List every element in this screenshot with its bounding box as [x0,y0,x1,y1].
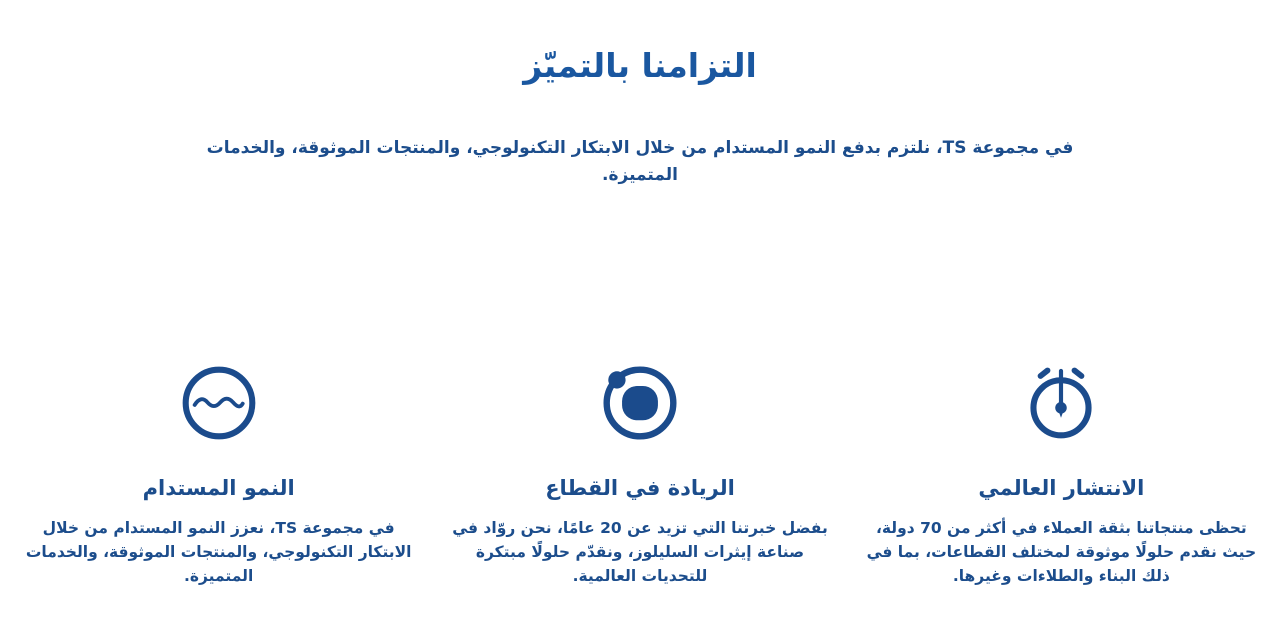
feature-description-global-reach: تحظى منتجاتنا بثقة العملاء في أكثر من 70 دولة، حيث نقدم حلولًا موثوقة لمختلف القطاعات، بما في ذلك البناء والطلاءات وغيرها. [866,518,1257,585]
feature-title-sustainable-growth: النمو المستدام [142,475,295,500]
feature-sustainable-growth [8,362,429,588]
feature-title-industry-leadership: الريادة في القطاع [545,475,735,500]
page-title: التزامنا بالتميّز [523,46,757,85]
feature-industry-leadership [429,362,850,588]
atom-icon [599,362,681,448]
feature-title-global-reach: الانتشار العالمي [978,475,1145,500]
feature-description-sustainable-growth: في مجموعة TS، نعزز النمو المستدام من خلال الابتكار التكنولوجي، والمنتجات الموثوقة، والخدمات المتميزة. [25,518,412,585]
stopwatch-icon [1020,362,1102,448]
feature-global-reach [851,362,1272,588]
wave-icon [178,362,260,448]
section-subtitle: في مجموعة TS، نلتزم بدفع النمو المستدام من خلال الابتكار التكنولوجي، والمنتجات الموثوقة، والخدمات المتميزة. [206,138,1074,186]
feature-description-industry-leadership: بفضل خبرتنا التي تزيد عن 20 عامًا، نحن روّاد في صناعة إيثرات السليلوز، ونقدّم حلولًا مبتكرة للتحديات العالمية. [452,518,828,585]
features-row [0,362,1280,588]
